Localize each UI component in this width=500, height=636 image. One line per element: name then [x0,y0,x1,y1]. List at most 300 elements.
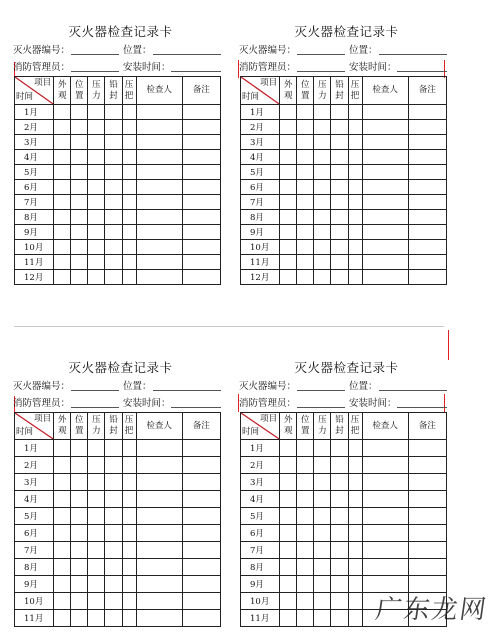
record-cell[interactable] [105,150,122,165]
record-cell[interactable] [280,135,297,150]
record-cell[interactable] [297,255,314,270]
record-cell[interactable] [348,210,362,225]
record-cell[interactable] [280,255,297,270]
manager-field[interactable] [297,59,345,72]
record-cell[interactable] [71,525,88,542]
record-cell[interactable] [280,105,297,120]
record-cell[interactable] [280,195,297,210]
install-time-field[interactable] [171,59,221,72]
record-cell[interactable] [105,270,122,285]
record-cell[interactable] [105,180,122,195]
record-cell[interactable] [280,210,297,225]
record-cell[interactable] [362,150,408,165]
record-cell[interactable] [362,525,408,542]
record-cell[interactable] [362,559,408,576]
record-cell[interactable] [136,150,182,165]
record-cell[interactable] [362,491,408,508]
record-cell[interactable] [348,240,362,255]
record-cell[interactable] [348,270,362,285]
record-cell[interactable] [122,576,136,593]
record-cell[interactable] [136,210,182,225]
number-field[interactable] [297,378,345,391]
record-cell[interactable] [71,593,88,610]
record-cell[interactable] [182,525,220,542]
record-cell[interactable] [88,120,105,135]
record-cell[interactable] [71,440,88,457]
record-cell[interactable] [314,180,331,195]
record-cell[interactable] [54,525,71,542]
record-cell[interactable] [297,240,314,255]
record-cell[interactable] [71,180,88,195]
record-cell[interactable] [88,576,105,593]
install-time-field[interactable] [397,395,447,408]
record-cell[interactable] [408,135,446,150]
record-cell[interactable] [408,559,446,576]
record-cell[interactable] [136,165,182,180]
record-cell[interactable] [297,525,314,542]
record-cell[interactable] [54,474,71,491]
record-cell[interactable] [71,508,88,525]
record-cell[interactable] [362,474,408,491]
record-cell[interactable] [122,105,136,120]
record-cell[interactable] [348,457,362,474]
record-cell[interactable] [182,542,220,559]
record-cell[interactable] [136,255,182,270]
record-cell[interactable] [182,474,220,491]
record-cell[interactable] [182,270,220,285]
record-cell[interactable] [408,225,446,240]
record-cell[interactable] [331,135,348,150]
record-cell[interactable] [71,195,88,210]
record-cell[interactable] [280,474,297,491]
record-cell[interactable] [122,559,136,576]
record-cell[interactable] [348,491,362,508]
record-cell[interactable] [297,120,314,135]
record-cell[interactable] [314,440,331,457]
record-cell[interactable] [54,225,71,240]
record-cell[interactable] [122,120,136,135]
record-cell[interactable] [71,165,88,180]
position-field[interactable] [379,378,447,391]
number-field[interactable] [297,42,345,55]
record-cell[interactable] [88,508,105,525]
record-cell[interactable] [54,491,71,508]
record-cell[interactable] [331,576,348,593]
record-cell[interactable] [280,440,297,457]
record-cell[interactable] [122,525,136,542]
record-cell[interactable] [297,491,314,508]
record-cell[interactable] [280,457,297,474]
record-cell[interactable] [54,593,71,610]
record-cell[interactable] [182,440,220,457]
number-field[interactable] [71,378,119,391]
record-cell[interactable] [105,105,122,120]
record-cell[interactable] [297,150,314,165]
record-cell[interactable] [71,120,88,135]
record-cell[interactable] [54,508,71,525]
record-cell[interactable] [314,610,331,627]
record-cell[interactable] [348,559,362,576]
record-cell[interactable] [122,542,136,559]
record-cell[interactable] [280,120,297,135]
record-cell[interactable] [408,240,446,255]
record-cell[interactable] [362,255,408,270]
record-cell[interactable] [182,195,220,210]
record-cell[interactable] [71,610,88,627]
record-cell[interactable] [136,559,182,576]
record-cell[interactable] [314,593,331,610]
record-cell[interactable] [105,240,122,255]
record-cell[interactable] [122,457,136,474]
record-cell[interactable] [71,135,88,150]
record-cell[interactable] [408,210,446,225]
record-cell[interactable] [136,225,182,240]
position-field[interactable] [379,42,447,55]
record-cell[interactable] [71,491,88,508]
record-cell[interactable] [297,225,314,240]
record-cell[interactable] [362,180,408,195]
record-cell[interactable] [136,474,182,491]
record-cell[interactable] [408,440,446,457]
record-cell[interactable] [408,270,446,285]
record-cell[interactable] [314,150,331,165]
record-cell[interactable] [88,457,105,474]
record-cell[interactable] [297,210,314,225]
record-cell[interactable] [331,593,348,610]
record-cell[interactable] [348,135,362,150]
number-field[interactable] [71,42,119,55]
record-cell[interactable] [54,610,71,627]
record-cell[interactable] [54,457,71,474]
record-cell[interactable] [348,508,362,525]
record-cell[interactable] [408,120,446,135]
record-cell[interactable] [71,150,88,165]
record-cell[interactable] [280,559,297,576]
record-cell[interactable] [105,120,122,135]
manager-field[interactable] [71,59,119,72]
record-cell[interactable] [331,457,348,474]
record-cell[interactable] [280,270,297,285]
record-cell[interactable] [105,593,122,610]
record-cell[interactable] [314,210,331,225]
record-cell[interactable] [88,210,105,225]
record-cell[interactable] [136,120,182,135]
record-cell[interactable] [362,508,408,525]
record-cell[interactable] [88,240,105,255]
record-cell[interactable] [331,508,348,525]
record-cell[interactable] [408,542,446,559]
record-cell[interactable] [88,610,105,627]
record-cell[interactable] [314,165,331,180]
record-cell[interactable] [182,508,220,525]
record-cell[interactable] [182,210,220,225]
record-cell[interactable] [71,105,88,120]
record-cell[interactable] [54,210,71,225]
record-cell[interactable] [136,440,182,457]
record-cell[interactable] [71,559,88,576]
record-cell[interactable] [136,135,182,150]
record-cell[interactable] [105,491,122,508]
record-cell[interactable] [105,225,122,240]
record-cell[interactable] [348,225,362,240]
record-cell[interactable] [331,180,348,195]
record-cell[interactable] [314,240,331,255]
record-cell[interactable] [105,559,122,576]
record-cell[interactable] [122,195,136,210]
record-cell[interactable] [280,593,297,610]
record-cell[interactable] [348,120,362,135]
record-cell[interactable] [362,165,408,180]
record-cell[interactable] [408,195,446,210]
record-cell[interactable] [54,270,71,285]
record-cell[interactable] [362,270,408,285]
record-cell[interactable] [136,195,182,210]
record-cell[interactable] [331,120,348,135]
record-cell[interactable] [71,474,88,491]
record-cell[interactable] [297,440,314,457]
record-cell[interactable] [71,240,88,255]
record-cell[interactable] [362,240,408,255]
record-cell[interactable] [71,457,88,474]
record-cell[interactable] [331,255,348,270]
record-cell[interactable] [105,474,122,491]
record-cell[interactable] [314,576,331,593]
record-cell[interactable] [408,525,446,542]
record-cell[interactable] [122,440,136,457]
record-cell[interactable] [182,559,220,576]
record-cell[interactable] [408,474,446,491]
record-cell[interactable] [331,491,348,508]
record-cell[interactable] [362,225,408,240]
record-cell[interactable] [122,508,136,525]
record-cell[interactable] [280,225,297,240]
record-cell[interactable] [297,610,314,627]
record-cell[interactable] [136,576,182,593]
record-cell[interactable] [182,180,220,195]
record-cell[interactable] [54,135,71,150]
record-cell[interactable] [362,105,408,120]
record-cell[interactable] [54,105,71,120]
manager-field[interactable] [71,395,119,408]
record-cell[interactable] [331,210,348,225]
record-cell[interactable] [136,105,182,120]
record-cell[interactable] [136,491,182,508]
record-cell[interactable] [408,508,446,525]
record-cell[interactable] [88,255,105,270]
record-cell[interactable] [297,474,314,491]
record-cell[interactable] [331,165,348,180]
record-cell[interactable] [297,593,314,610]
record-cell[interactable] [88,491,105,508]
record-cell[interactable] [331,525,348,542]
record-cell[interactable] [122,135,136,150]
record-cell[interactable] [54,576,71,593]
record-cell[interactable] [348,593,362,610]
record-cell[interactable] [54,180,71,195]
record-cell[interactable] [182,255,220,270]
record-cell[interactable] [88,165,105,180]
record-cell[interactable] [122,593,136,610]
record-cell[interactable] [314,195,331,210]
record-cell[interactable] [54,150,71,165]
record-cell[interactable] [182,610,220,627]
record-cell[interactable] [331,610,348,627]
record-cell[interactable] [88,474,105,491]
record-cell[interactable] [88,135,105,150]
record-cell[interactable] [297,542,314,559]
record-cell[interactable] [408,165,446,180]
record-cell[interactable] [331,150,348,165]
record-cell[interactable] [408,491,446,508]
record-cell[interactable] [408,457,446,474]
record-cell[interactable] [54,165,71,180]
record-cell[interactable] [348,576,362,593]
record-cell[interactable] [122,225,136,240]
record-cell[interactable] [331,195,348,210]
record-cell[interactable] [408,180,446,195]
record-cell[interactable] [122,240,136,255]
record-cell[interactable] [348,525,362,542]
record-cell[interactable] [348,180,362,195]
record-cell[interactable] [362,120,408,135]
record-cell[interactable] [88,542,105,559]
record-cell[interactable] [54,440,71,457]
position-field[interactable] [153,378,221,391]
record-cell[interactable] [136,270,182,285]
record-cell[interactable] [105,610,122,627]
record-cell[interactable] [331,240,348,255]
record-cell[interactable] [182,457,220,474]
record-cell[interactable] [297,195,314,210]
record-cell[interactable] [280,165,297,180]
record-cell[interactable] [88,225,105,240]
record-cell[interactable] [136,610,182,627]
record-cell[interactable] [182,135,220,150]
record-cell[interactable] [280,525,297,542]
record-cell[interactable] [122,165,136,180]
record-cell[interactable] [71,225,88,240]
record-cell[interactable] [105,508,122,525]
record-cell[interactable] [331,105,348,120]
record-cell[interactable] [182,225,220,240]
manager-field[interactable] [297,395,345,408]
record-cell[interactable] [122,270,136,285]
record-cell[interactable] [280,240,297,255]
record-cell[interactable] [105,255,122,270]
record-cell[interactable] [314,474,331,491]
record-cell[interactable] [280,180,297,195]
record-cell[interactable] [54,195,71,210]
record-cell[interactable] [122,180,136,195]
record-cell[interactable] [280,491,297,508]
record-cell[interactable] [136,508,182,525]
record-cell[interactable] [362,210,408,225]
record-cell[interactable] [348,610,362,627]
record-cell[interactable] [88,593,105,610]
record-cell[interactable] [88,440,105,457]
record-cell[interactable] [136,542,182,559]
record-cell[interactable] [362,457,408,474]
record-cell[interactable] [331,542,348,559]
record-cell[interactable] [280,610,297,627]
record-cell[interactable] [314,135,331,150]
record-cell[interactable] [122,210,136,225]
record-cell[interactable] [105,525,122,542]
record-cell[interactable] [348,105,362,120]
record-cell[interactable] [105,135,122,150]
record-cell[interactable] [182,150,220,165]
record-cell[interactable] [122,610,136,627]
record-cell[interactable] [122,150,136,165]
record-cell[interactable] [314,542,331,559]
record-cell[interactable] [297,270,314,285]
record-cell[interactable] [105,457,122,474]
record-cell[interactable] [297,559,314,576]
record-cell[interactable] [348,150,362,165]
record-cell[interactable] [88,270,105,285]
record-cell[interactable] [348,542,362,559]
record-cell[interactable] [88,525,105,542]
record-cell[interactable] [314,559,331,576]
record-cell[interactable] [105,165,122,180]
record-cell[interactable] [88,195,105,210]
record-cell[interactable] [348,440,362,457]
record-cell[interactable] [88,105,105,120]
record-cell[interactable] [136,240,182,255]
record-cell[interactable] [331,225,348,240]
record-cell[interactable] [182,105,220,120]
record-cell[interactable] [331,270,348,285]
record-cell[interactable] [54,240,71,255]
record-cell[interactable] [136,457,182,474]
record-cell[interactable] [71,576,88,593]
record-cell[interactable] [297,576,314,593]
record-cell[interactable] [348,474,362,491]
record-cell[interactable] [122,255,136,270]
record-cell[interactable] [362,542,408,559]
install-time-field[interactable] [397,59,447,72]
record-cell[interactable] [280,508,297,525]
record-cell[interactable] [297,457,314,474]
record-cell[interactable] [54,559,71,576]
position-field[interactable] [153,42,221,55]
record-cell[interactable] [182,593,220,610]
record-cell[interactable] [314,225,331,240]
record-cell[interactable] [122,474,136,491]
record-cell[interactable] [280,542,297,559]
record-cell[interactable] [280,576,297,593]
record-cell[interactable] [408,150,446,165]
record-cell[interactable] [314,457,331,474]
record-cell[interactable] [182,120,220,135]
record-cell[interactable] [297,105,314,120]
record-cell[interactable] [331,474,348,491]
record-cell[interactable] [331,559,348,576]
record-cell[interactable] [348,165,362,180]
record-cell[interactable] [71,270,88,285]
record-cell[interactable] [297,508,314,525]
record-cell[interactable] [297,135,314,150]
record-cell[interactable] [71,255,88,270]
record-cell[interactable] [182,576,220,593]
record-cell[interactable] [182,491,220,508]
record-cell[interactable] [280,150,297,165]
record-cell[interactable] [314,491,331,508]
record-cell[interactable] [314,120,331,135]
record-cell[interactable] [71,210,88,225]
record-cell[interactable] [88,559,105,576]
record-cell[interactable] [71,542,88,559]
